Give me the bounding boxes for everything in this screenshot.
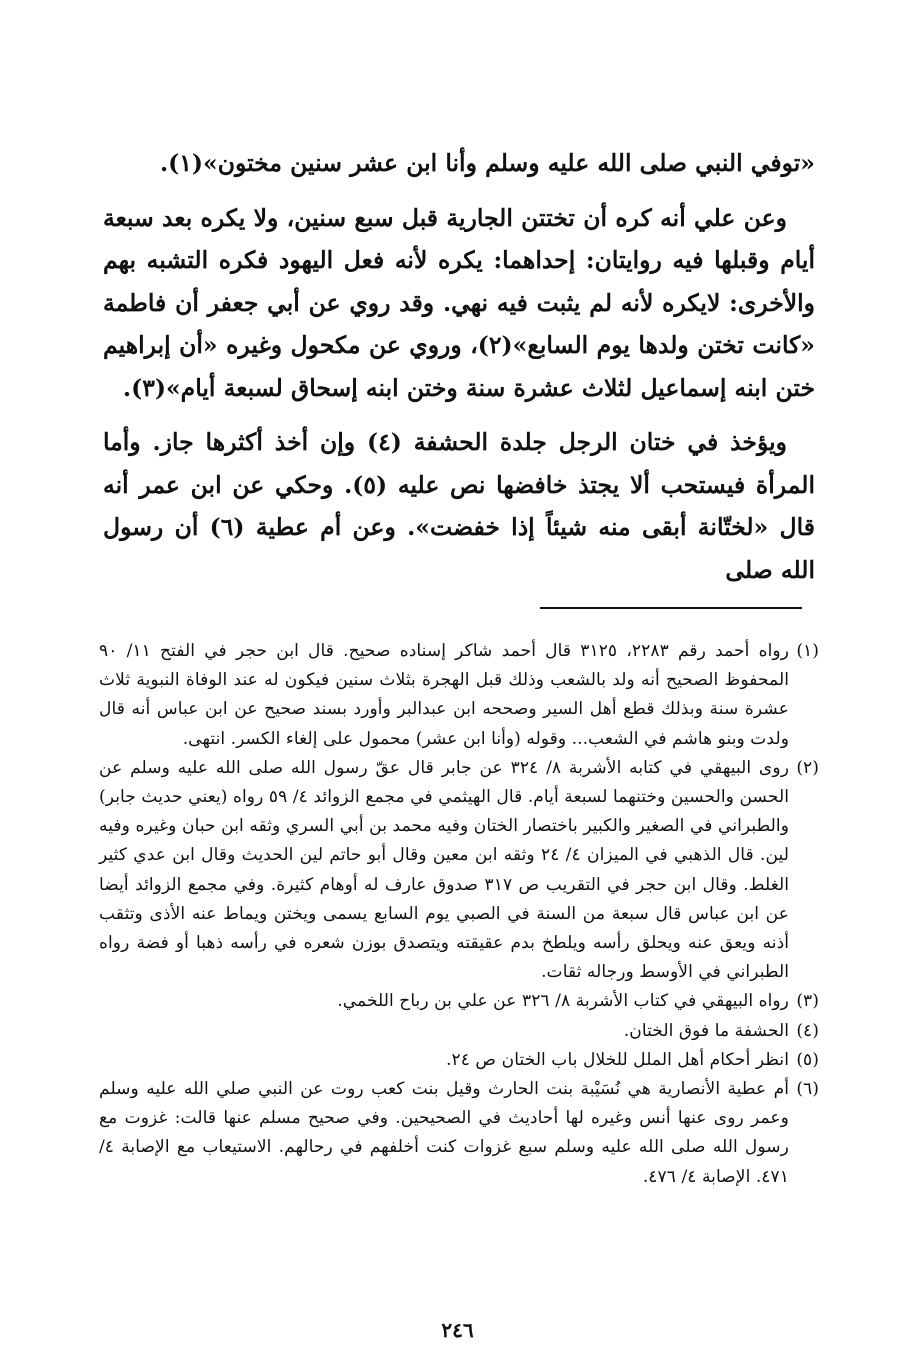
footnote-text: الحشفة ما فوق الختان. [623,1020,789,1041]
footnote-number: (٢) [796,757,819,778]
main-paragraph-3: ويؤخذ في ختان الرجل جلدة الحشفة (٤) وإن أخذ أكثرها جاز. وأما المرأة فيستحب ألا يجتذ خافضها نص عليه (٥). وحكي عن ابن عمر أنه قال «لختّانة أبقى منه شيئاً إذا خفضت». وعن أم عطية (٦) أن رسول الله صلى [103,428,816,584]
main-paragraph-1: «توفي النبي صلى الله عليه وسلم وأنا ابن عشر سنين مختون»(١). [159,149,815,177]
page-number: ٢٤٦ [441,1318,474,1342]
footnote-number: (٦) [796,1079,819,1100]
footnote-number: (١) [796,641,819,661]
footnote-3 [99,987,819,1016]
footnote-6 [99,1075,819,1192]
footnote-text: أم عطية الأنصارية هي نُسَيْبة بنت الحارث وقيل بنت كعب روت عن النبي صلي الله عليه وسلم وعمر روى عنها أنس وغيره لها أحاديث في الصحيحين. وفي صحيح مسلم عنها قالت: غزوت مع رسول الله صلى الله عليه وسلم سبع غزوات كنت أخلفهم في رحالهم. الاستيعاب مع الإصابة ٤/ ٤٧١. الإصابة ٤/ ٤٧٦. [99,1079,789,1187]
footnote-text: روى البيهقي في كتابه الأشربة ٨/ ٣٢٤ عن جابر قال عقّ رسول الله صلى الله عليه وسلم عن الحسن والحسين وختنهما لسبعة أيام. قال الهيثمي في مجمع الزوائد ٤/ ٥٩ رواه (يعني حديث جابر) والطبراني في الصغير والكبير باختصار الختان وفيه محمد بن أبي السري وثقه ابن حبان وغيره وفيه لين. قال الذهبي في الميزان ٤/ ٢٤ وثقه ابن معين وقال أبو حاتم لين الحديث وقال ابن عدي كثير الغلط. وقال ابن حجر في التقريب ص ٣١٧ صدوق عارف له أوهام كثيرة. وفي مجمع الزوائد أيضا عن ابن عباس قال سبعة من السنة في الصبي يوم السابع يسمى ويختن ويماط عنه الأذى وتثقب أذنه ويعق عنه ويحلق رأسه ويلطخ بدم عقيقته ويتصدق بوزن شعره في رأسه ذهبا أو فضة رواه الطبراني في الأوسط ورجاله ثقات. [99,757,789,983]
footnotes-block [99,637,819,1192]
footnote-1 [99,637,819,754]
footnote-number: (٤) [796,1020,819,1041]
footnote-text: انظر أحكام أهل الملل للخلال باب الختان ص ٢٤. [446,1049,789,1070]
footnote-number: (٥) [796,1049,819,1070]
main-text-block [103,142,815,603]
footnote-separator [540,607,802,609]
footnote-4 [99,1017,819,1046]
footnote-text: رواه أحمد رقم ٢٢٨٣، ٣١٢٥ قال أحمد شاكر إسناده صحيح. قال ابن حجر في الفتح ١١/ ٩٠ المحفوظ الصحيح أنه ولد بالشعب وذلك قبل الهجرة بثلاث سنين فيكون له عند الوفاة النبوية ثلاث عشرة سنة وبذلك قطع أهل السير وصححه ابن عبدالبر وأورد بسند صحيح عن ابن عباس أنه قال ولدت وبنو هاشم في الشعب... وقوله (وأنا ابن عشر) محمول على إلغاء الكسر. انتهى. [99,641,789,749]
footnote-number: (٣) [796,991,819,1012]
main-paragraph-2: وعن علي أنه كره أن تختتن الجارية قبل سبع سنين، ولا يكره بعد سبعة أيام وقبلها فيه روايتان: إحداهما: يكره لأنه فعل اليهود فكره التشبه بهم والأخرى: لايكره لأنه لم يثبت فيه نهي. وقد روي عن أبي جعفر أن فاطمة «كانت تختن ولدها يوم السابع»(٢)، وروي عن مكحول وغيره «أن إبراهيم ختن ابنه إسماعيل لثلاث عشرة سنة وختن ابنه إسحاق لسبعة أيام»(٣). [103,203,815,402]
footnote-text: رواه البيهقي في كتاب الأشربة ٨/ ٣٢٦ عن علي بن رباح اللخمي. [337,991,789,1012]
footnote-2 [99,754,819,988]
footnote-5 [99,1046,819,1075]
